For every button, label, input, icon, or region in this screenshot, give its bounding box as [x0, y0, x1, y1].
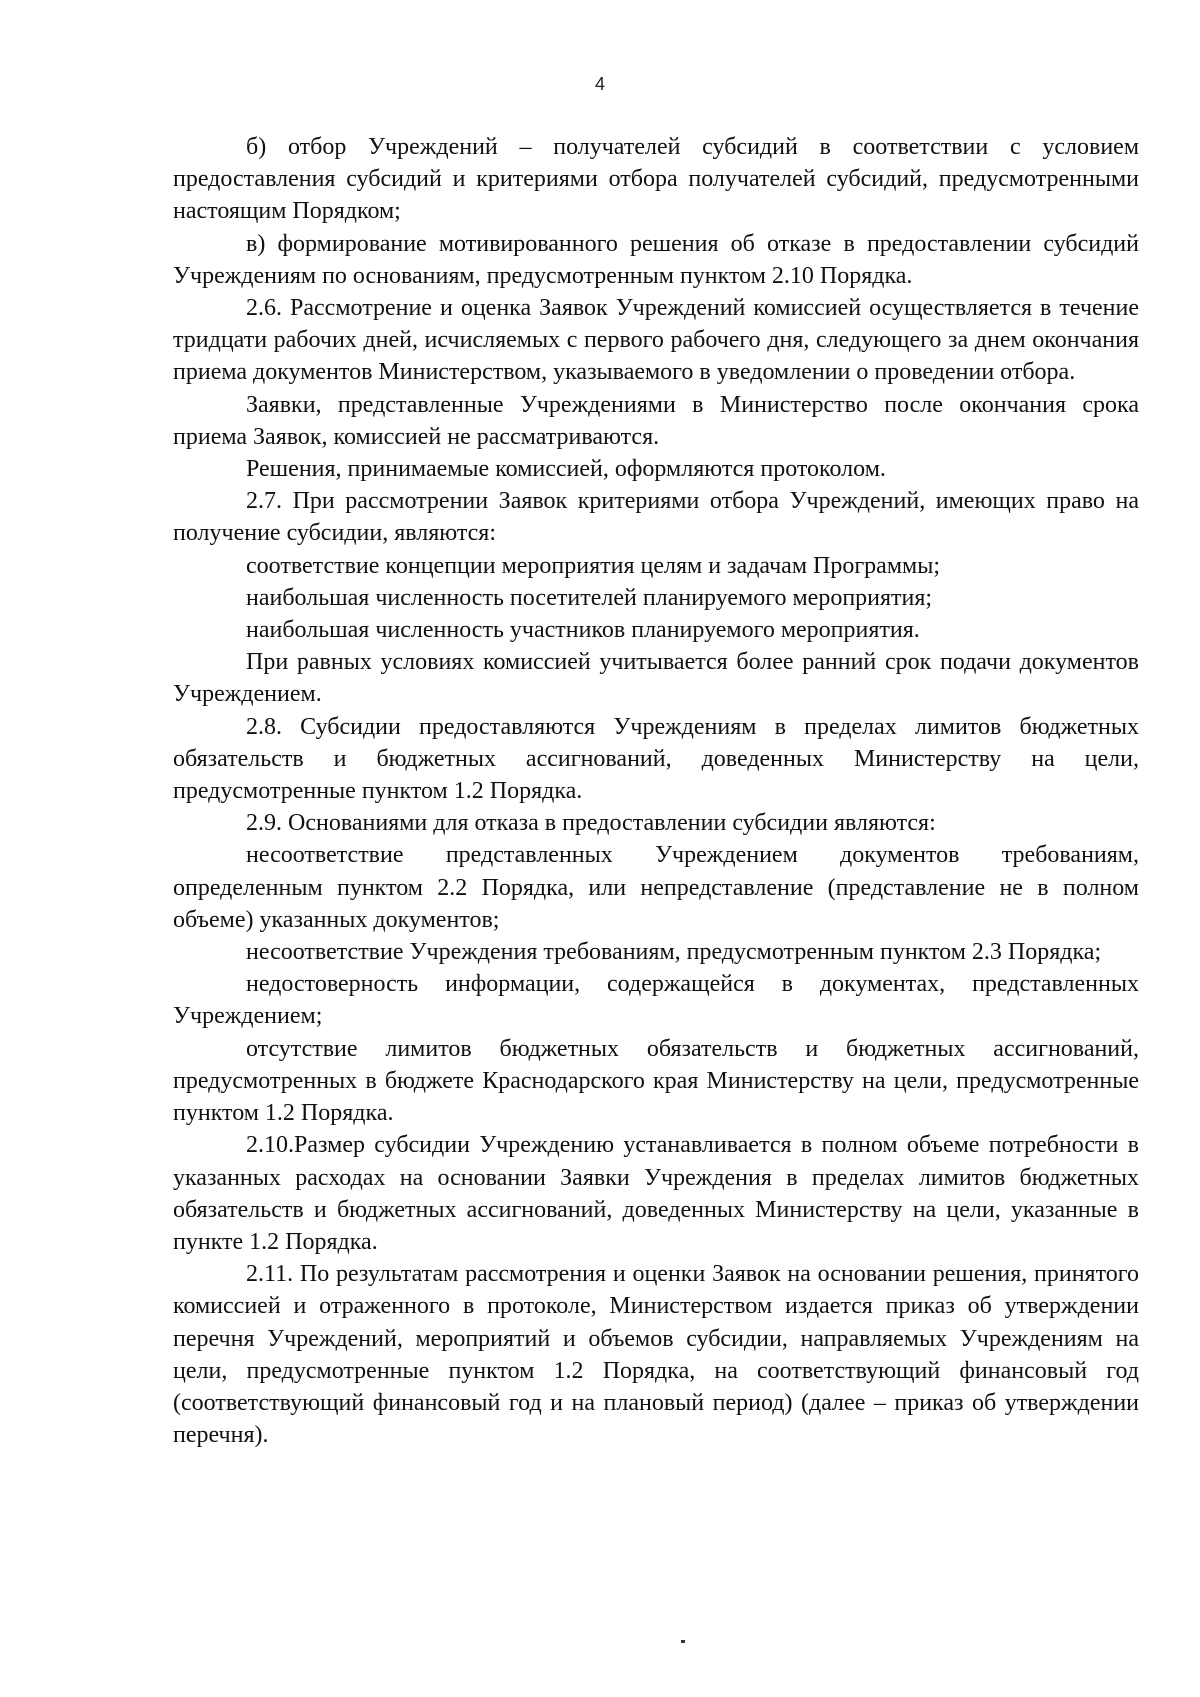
- criterion-participants: наибольшая численность участников планируемого мероприятия.: [246, 617, 920, 644]
- paragraph-2-10: 2.10.Размер субсидии Учреждению устанавливается в полном объеме потребности в указанных расходах на основании Заявки Учреждения в пределах лимитов бюджетных обязательств и бюджетных ассигнований, доведенных Министерству на цели, указанные в пункте 1.2 Порядка.: [173, 1132, 1139, 1255]
- criterion-visitors: наибольшая численность посетителей планируемого мероприятия;: [246, 584, 933, 611]
- criterion-concept: соответствие концепции мероприятия целям и задачам Программы;: [246, 552, 940, 579]
- paragraph-2-7: 2.7. При рассмотрении Заявок критериями отбора Учреждений, имеющих право на получение субсидии, являются:: [173, 488, 1139, 547]
- refusal-ground-no-limits: отсутствие лимитов бюджетных обязательств и бюджетных ассигнований, предусмотренных в бюджете Краснодарского края Министерству на цели, предусмотренные пунктом 1.2 Порядка.: [173, 1035, 1139, 1127]
- refusal-ground-unreliable-info: недостоверность информации, содержащейся в документах, представленных Учреждением;: [173, 971, 1139, 1030]
- paragraph-2-8: 2.8. Субсидии предоставляются Учреждениям в пределах лимитов бюджетных обязательств и бюджетных ассигнований, доведенных Министерству на цели, предусмотренные пунктом 1.2 Порядка.: [173, 713, 1139, 805]
- paragraph-2-6: 2.6. Рассмотрение и оценка Заявок Учреждений комиссией осуществляется в течение тридцати рабочих дней, исчисляемых с первого рабочего дня, следующего за днем окончания приема документов Министерством, указываемого в уведомлении о проведении отбора.: [173, 295, 1139, 386]
- refusal-ground-documents: несоответствие представленных Учреждением документов требованиям, определенным пунктом 2.2 Порядка, или непредставление (представление не в полном объеме) указанных документов;: [173, 842, 1139, 933]
- document-body: [173, 131, 1139, 1451]
- paragraph-late-applications: Заявки, представленные Учреждениями в Министерство после окончания срока приема Заявок, комиссией не рассматриваются.: [173, 391, 1139, 450]
- page-number: 4: [594, 74, 605, 94]
- refusal-ground-requirements: несоответствие Учреждения требованиям, предусмотренным пунктом 2.3 Порядка;: [246, 939, 1102, 966]
- paragraph-2-9: 2.9. Основаниями для отказа в предоставлении субсидии являются:: [246, 810, 936, 837]
- paragraph-2-11: 2.11. По результатам рассмотрения и оценки Заявок на основании решения, принятого комиссией и отраженного в протоколе, Министерством издается приказ об утверждении перечня Учреждений, мероприятий и объемов субсидии, направляемых Учреждениям на цели, предусмотренные пунктом 1.2 Порядка, на соответствующий финансовый год (соответствующий финансовый год и на плановый период) (далее – приказ об утверждении перечня).: [173, 1261, 1139, 1449]
- paragraph-equal-conditions: При равных условиях комиссией учитывается более ранний срок подачи документов Учреждением.: [173, 649, 1139, 708]
- paragraph-protocol: Решения, принимаемые комиссией, оформляются протоколом.: [246, 456, 886, 483]
- paragraph-v-refusal-decision: в) формирование мотивированного решения об отказе в предоставлении субсидий Учреждениям по основаниям, предусмотренным пунктом 2.10 Порядка.: [173, 230, 1139, 289]
- paragraph-b-selection: б) отбор Учреждений – получателей субсидий в соответствии с условием предоставления субсидий и критериями отбора получателей субсидий, предусмотренными настоящим Порядком;: [173, 134, 1139, 225]
- scan-speck: [681, 1640, 685, 1643]
